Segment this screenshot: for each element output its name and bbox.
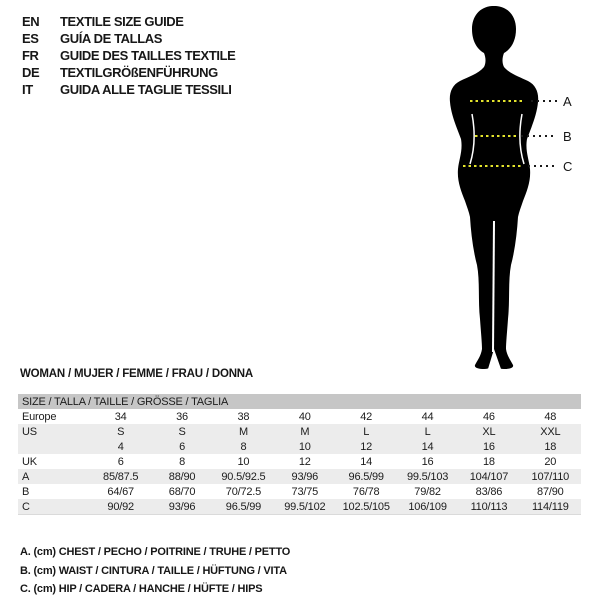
- table-caption: WOMAN / MUJER / FEMME / FRAU / DONNA: [20, 368, 254, 380]
- size-cell: 64/67: [107, 485, 134, 498]
- size-cell: 83/86: [475, 485, 503, 498]
- table-row: [18, 469, 581, 484]
- language-code: IT: [22, 82, 33, 97]
- language-code: DE: [22, 65, 40, 80]
- row-label: Europe: [22, 410, 57, 423]
- language-list: [22, 13, 235, 98]
- size-cell: 93/96: [291, 470, 319, 483]
- size-cell: 85/87.5: [103, 470, 139, 483]
- marker-label-b: B: [563, 129, 572, 144]
- size-cell: 12: [360, 440, 373, 453]
- row-label: A: [22, 470, 30, 483]
- size-cell: 38: [237, 410, 250, 423]
- size-cell: 4: [117, 440, 124, 453]
- language-row-es: [22, 30, 235, 47]
- leg-gap: [493, 221, 494, 352]
- size-cell: 8: [240, 440, 247, 453]
- language-row-it: [22, 81, 235, 98]
- size-cell: 16: [421, 455, 434, 468]
- marker-label-c: C: [563, 159, 573, 174]
- legend-line-waist: B. (cm) WAIST / CINTURA / TAILLE / HÜFTUNG / VITA: [20, 564, 287, 577]
- woman-silhouette-figure: [430, 0, 600, 380]
- marker-label-a: A: [563, 94, 572, 109]
- size-cell: 76/78: [352, 485, 380, 498]
- language-label: TEXTILE SIZE GUIDE: [60, 14, 184, 29]
- language-code: ES: [22, 31, 39, 46]
- size-cell: 16: [483, 440, 495, 453]
- table-row: [18, 499, 581, 515]
- table-row: [18, 454, 581, 469]
- size-cell: 110/113: [458, 499, 519, 515]
- size-cell: 96.5/99: [348, 470, 384, 483]
- size-cell: 20: [544, 455, 557, 468]
- size-cell: 107/110: [531, 470, 570, 483]
- legend-line-hip: C. (cm) HIP / CADERA / HANCHE / HÜFTE / HIPS: [20, 583, 263, 595]
- size-cell: 102.5/105: [336, 499, 397, 515]
- size-cell: 88/90: [168, 470, 196, 483]
- size-cell: 18: [483, 455, 495, 468]
- language-label: TEXTILGRÖßENFÜHRUNG: [60, 65, 218, 80]
- size-cell: 93/96: [151, 499, 212, 515]
- size-cell: 48: [544, 410, 557, 423]
- size-cell: 44: [421, 410, 434, 423]
- row-label: UK: [22, 455, 37, 468]
- language-code: EN: [22, 14, 40, 29]
- language-row-fr: [22, 47, 235, 64]
- size-table-header-row: [18, 394, 581, 409]
- size-cell: 14: [421, 440, 434, 453]
- size-cell: XXL: [540, 425, 561, 438]
- measurement-legend: [20, 543, 290, 599]
- size-cell: 18: [544, 440, 557, 453]
- size-cell: 14: [360, 455, 373, 468]
- row-label: C: [18, 499, 90, 515]
- size-cell: M: [238, 425, 248, 438]
- size-cell: 96.5/99: [213, 499, 274, 515]
- row-label: B: [22, 485, 30, 498]
- size-cell: 106/109: [397, 499, 458, 515]
- size-cell: 70/72.5: [225, 485, 262, 498]
- size-cell: 99.5/103: [406, 470, 449, 483]
- table-row: [18, 424, 581, 439]
- size-cell: L: [363, 425, 370, 438]
- language-label: GUIDE DES TAILLES TEXTILE: [60, 48, 236, 63]
- language-label: GUIDA ALLE TAGLIE TESSILI: [60, 82, 232, 97]
- size-cell: 8: [179, 455, 186, 468]
- size-table-header: SIZE / TALLA / TAILLE / GRÖSSE / TAGLIA: [18, 394, 581, 409]
- size-cell: 90/92: [90, 499, 151, 515]
- size-cell: S: [178, 425, 186, 438]
- table-row: [18, 439, 581, 454]
- size-cell: XL: [482, 425, 496, 438]
- size-cell: 79/82: [414, 485, 441, 498]
- size-cell: S: [117, 425, 125, 438]
- table-row: [18, 409, 581, 424]
- size-cell: 114/119: [520, 499, 581, 515]
- table-row: [18, 484, 581, 499]
- size-cell: 10: [237, 455, 250, 468]
- language-code: FR: [22, 48, 39, 63]
- size-cell: 73/75: [291, 485, 319, 498]
- size-cell: 10: [298, 440, 311, 453]
- size-cell: 68/70: [168, 485, 196, 498]
- size-cell: M: [300, 425, 310, 438]
- size-cell: 6: [179, 440, 186, 453]
- size-table: [18, 394, 581, 515]
- size-cell: 99.5/102: [274, 499, 335, 515]
- size-cell: 36: [176, 410, 188, 423]
- size-cell: L: [424, 425, 431, 438]
- size-table-body: [18, 409, 581, 515]
- size-cell: 42: [360, 410, 373, 423]
- row-label: US: [22, 425, 37, 438]
- legend-line-chest: A. (cm) CHEST / PECHO / POITRINE / TRUHE / PETTO: [20, 546, 291, 558]
- size-cell: 40: [298, 410, 311, 423]
- language-label: GUÍA DE TALLAS: [60, 31, 163, 46]
- size-cell: 90.5/92.5: [221, 470, 266, 483]
- language-row-en: [22, 13, 235, 30]
- size-cell: 46: [483, 410, 495, 423]
- size-cell: 104/107: [469, 470, 509, 483]
- size-cell: 34: [114, 410, 127, 423]
- language-row-de: [22, 64, 235, 81]
- row-label: [18, 439, 90, 454]
- size-cell: 87/90: [537, 485, 564, 498]
- size-cell: 12: [298, 455, 311, 468]
- size-cell: 6: [117, 455, 124, 468]
